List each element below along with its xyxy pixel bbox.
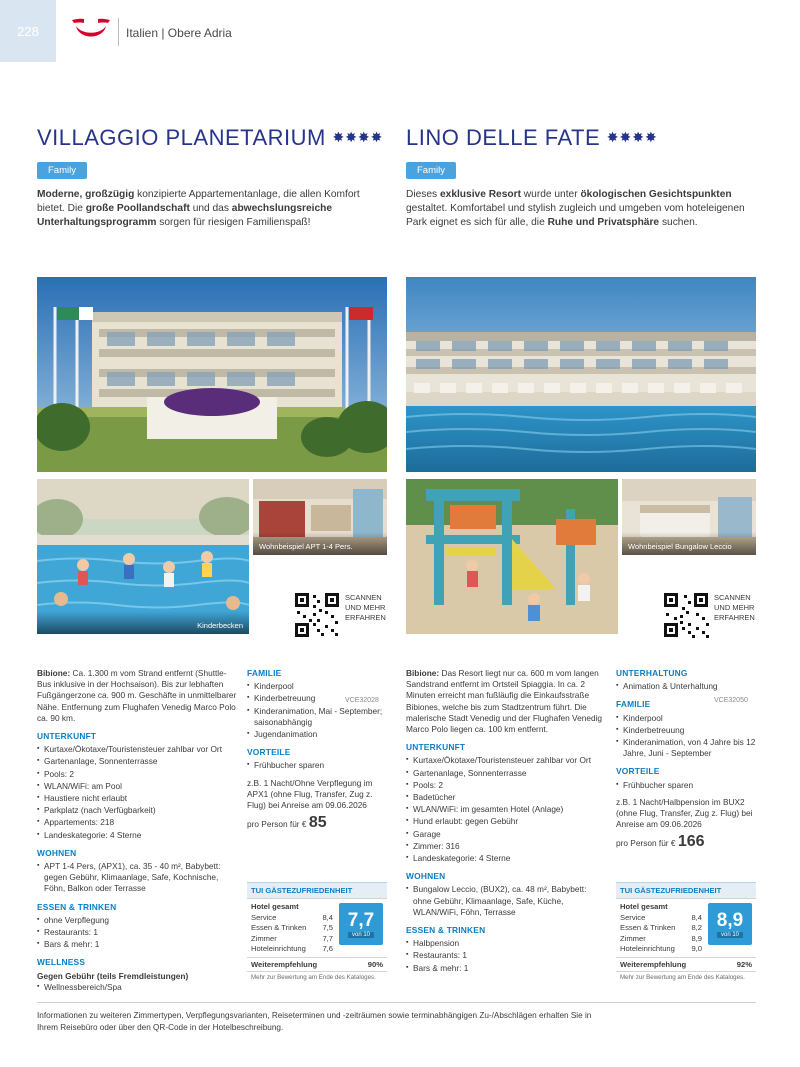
photo-caption-bungalow-right: Wohnbeispiel Bungalow Leccio <box>622 532 756 555</box>
photo-caption-room-left: Wohnbeispiel APT 1-4 Pers. <box>253 532 387 555</box>
list-item: ▪ Landeskategorie: 4 Sterne <box>406 853 606 864</box>
row-value: 8,4 <box>322 912 333 922</box>
list-vorteile-right <box>616 780 756 791</box>
page-header <box>0 0 800 62</box>
qr-code-icon-left[interactable] <box>293 591 341 639</box>
hotel-photo-hero-left <box>37 277 387 472</box>
row-value: 7,6 <box>322 944 333 953</box>
list-item: ▪ Gartenanlage, Sonnenterrasse <box>37 756 237 767</box>
breadcrumb: Italien | Obere Adria <box>126 26 232 40</box>
list-item: ▪ Kurtaxe/Ökotaxe/Touristensteuer zahlbar vor Ort <box>37 744 237 755</box>
table-row <box>620 913 702 924</box>
list-item: ▪ Kinderanimation, von 4 Jahre bis 12 Jahre, Juni - September <box>616 737 756 759</box>
guest-satisfaction-left <box>247 882 387 983</box>
satisfaction-body-right <box>616 898 756 957</box>
score-badge-left <box>339 903 383 945</box>
row-value: 7,7 <box>322 933 333 943</box>
list-item: ▪ Bars & mehr: 1 <box>37 939 237 950</box>
list-item: ▪ Zimmer: 316 <box>406 841 606 852</box>
hotel-description-right: Dieses exklusive Resort wurde unter ökologischen Gesichtspunkten gestaltet. Komfortabel und stylish zugleich und umgeben vom hoteleigenen Park eignet es sich für alle, die Ruhe und Privatsphäre suchen. <box>406 189 745 228</box>
price-prefix-left: pro Person für € <box>247 819 307 830</box>
list-item: ▪ Haustiere nicht erlaubt <box>37 793 237 804</box>
qr-label-left: SCANNEN UND MEHR ERFAHREN <box>345 593 386 622</box>
list-item: ▪ Pools: 2 <box>406 780 606 791</box>
section-heading-familie-left: FAMILIE <box>247 668 282 678</box>
table-row <box>251 934 333 945</box>
list-item: ▪ Bars & mehr: 1 <box>406 963 606 974</box>
list-item: ▪ WLAN/WiFi: am Pool <box>37 781 237 792</box>
satisfaction-footnote-left: Mehr zur Bewertung am Ende des Kataloges. <box>247 971 387 983</box>
hotel-code-right: VCE32050 <box>714 697 748 704</box>
section-heading-essen-right: ESSEN & TRINKEN <box>406 925 486 936</box>
recommendation-value-right: 92% <box>736 959 752 969</box>
hotel-block-left <box>37 125 387 230</box>
list-item: ▪ Gartenanlage, Sonnenterrasse <box>406 768 606 779</box>
row-label: Hotel gesamt <box>620 902 668 911</box>
price-note-left: z.B. 1 Nacht/Ohne Verpflegung im APX1 (ohne Flug, Transfer, Zug z. Flug) bei Anreise am 09.06.2026 <box>247 777 373 811</box>
hotel-code-left: VCE32028 <box>345 697 379 704</box>
list-familie-left <box>247 681 387 740</box>
row-value: 8,9 <box>691 933 702 943</box>
row-label: Hoteleinrichtung <box>251 944 306 953</box>
hotel-photo-bungalow-right <box>622 479 756 555</box>
row-label: Essen & Trinken <box>251 923 307 932</box>
list-item: ▪ Kinderanimation, Mai - September; saisonabhängig <box>247 706 387 728</box>
satisfaction-footnote-right: Mehr zur Bewertung am Ende des Kataloges. <box>616 971 756 983</box>
price-prefix-right: pro Person für € <box>616 838 676 849</box>
status-badge-family-left: Family <box>37 162 87 179</box>
list-item: ▪ Appartements: 218 <box>37 817 237 828</box>
list-familie-right <box>616 713 756 760</box>
list-item: ▪ Bungalow Leccio, (BUX2), ca. 48 m², Babybett: ohne Gebühr, Klimaanlage, Safe, Küche, WLAN/WiFi, Föhn, Terrasse <box>406 884 606 918</box>
section-heading-vorteile-left: VORTEILE <box>247 747 291 758</box>
table-row <box>620 923 702 934</box>
price-value-right: 166 <box>677 833 705 851</box>
table-row <box>251 944 333 955</box>
table-row <box>620 944 702 955</box>
list-item: ▪ Pools: 2 <box>37 769 237 780</box>
price-value-left: 85 <box>308 814 327 832</box>
footer-divider <box>37 1002 756 1003</box>
score-value-right: 8,9 <box>716 909 744 931</box>
hotel-description-left: Moderne, großzügig konzipierte Appartementanlage, die allen Komfort bietet. Die große Poollandschaft und das abwechslungsreiche Unterhaltungsprogramm sorgen für riesigen Familienspaß! <box>37 189 360 228</box>
satisfaction-body-left <box>247 898 387 957</box>
list-wohnen-left <box>37 861 237 895</box>
list-item: ▪ Kinderbetreuung <box>247 693 387 704</box>
row-value: 9,0 <box>691 944 702 953</box>
row-label: Essen & Trinken <box>620 923 676 932</box>
row-label: Hoteleinrichtung <box>620 944 675 953</box>
row-value: 8,4 <box>691 912 702 922</box>
photo-caption-pool-left: Kinderbecken <box>37 611 249 634</box>
hotel-block-right <box>406 125 756 230</box>
list-item: ▪ Parkplatz (nach Verfügbarkeit) <box>37 805 237 816</box>
list-item: ▪ WLAN/WiFi: im gesamten Hotel (Anlage) <box>406 804 606 815</box>
qr-code-icon-right[interactable] <box>662 591 710 639</box>
list-item: ▪ Restaurants: 1 <box>37 927 237 938</box>
section-heading-familie-right: FAMILIE <box>616 699 651 710</box>
wellness-subnote-left: Gegen Gebühr (teils Fremdleistungen) <box>37 970 189 981</box>
row-label: Zimmer <box>251 933 277 943</box>
list-wohnen-right <box>406 884 606 918</box>
score-scale-right: von 10 <box>717 932 743 938</box>
page-title-left <box>37 125 387 151</box>
status-badge-family-right: Family <box>406 162 456 179</box>
table-row <box>251 923 333 934</box>
section-heading-unterhaltung-right: UNTERHALTUNG <box>616 668 688 678</box>
footer-note: Informationen zu weiteren Zimmertypen, Verpflegungsvarianten, Reiseterminen und -zeiträumen sowie terminabhängigen Zu-/Abschlägen erhalten Sie in Ihrem Reisebüro oder über den QR-Code in der Hotelbeschreibung. <box>37 1011 592 1032</box>
info-column-left-a <box>37 668 237 995</box>
list-unterkunft-right <box>406 755 606 864</box>
list-item: ▪ Wellnessbereich/Spa <box>37 982 237 993</box>
price-right <box>616 833 756 851</box>
list-item: ▪ Kurtaxe/Ökotaxe/Touristensteuer zahlbar vor Ort <box>406 755 606 766</box>
section-heading-unterkunft-left: UNTERKUNFT <box>37 731 97 742</box>
table-row <box>620 934 702 945</box>
star-rating-left: ✸✸✸✸ <box>332 129 384 145</box>
row-label: Zimmer <box>620 933 646 943</box>
list-item: ▪ Hund erlaubt: gegen Gebühr <box>406 816 606 827</box>
guest-satisfaction-right <box>616 882 756 983</box>
list-item: ▪ Animation & Unterhaltung <box>616 681 756 692</box>
list-vorteile-left <box>247 760 387 771</box>
list-item: ▪ Restaurants: 1 <box>406 950 606 961</box>
list-item: ▪ Garage <box>406 829 606 840</box>
page-number: 228 <box>0 0 56 62</box>
list-essen-right <box>406 938 606 974</box>
row-label: Hotel gesamt <box>251 902 299 911</box>
price-left <box>247 814 387 832</box>
section-heading-essen-left: ESSEN & TRINKEN <box>37 901 117 912</box>
table-row <box>251 902 333 913</box>
list-item: ▪ APT 1-4 Pers, (APX1), ca. 35 - 40 m², Babybett: gegen Gebühr, Klimaanlage, Safe, Kochnische, Föhn, Balkon oder Terrasse <box>37 861 237 895</box>
recommendation-label-right: Weiterempfehlung <box>620 959 687 969</box>
list-item: ▪ Badetücher <box>406 792 606 803</box>
list-item: ▪ Frühbucher sparen <box>616 780 756 791</box>
score-scale-left: von 10 <box>348 932 374 938</box>
page-title-right <box>406 125 756 151</box>
list-item: ▪ ohne Verpflegung <box>37 915 237 926</box>
info-column-left-b <box>247 668 387 830</box>
recommendation-row-right <box>616 957 756 971</box>
recommendation-value-left: 90% <box>367 959 383 969</box>
row-label: Service <box>251 912 277 922</box>
hotel-photo-room-left <box>253 479 387 555</box>
table-row <box>251 913 333 924</box>
recommendation-label-left: Weiterempfehlung <box>251 959 318 969</box>
satisfaction-title-left: TUI GÄSTEZUFRIEDENHEIT <box>247 882 387 898</box>
tui-smile-logo <box>70 16 112 46</box>
header-divider <box>118 18 119 46</box>
list-unterkunft-left <box>37 744 237 841</box>
hotel-photo-pool-left <box>37 479 249 634</box>
list-item: ▪ Kinderbetreuung <box>616 725 756 736</box>
info-column-right-b <box>616 668 756 849</box>
list-wellness-left <box>37 982 237 993</box>
list-item: ▪ Frühbucher sparen <box>247 760 387 771</box>
hotel-photo-hero-right <box>406 277 756 472</box>
info-column-right-a <box>406 668 606 976</box>
section-heading-wellness-left: WELLNESS <box>37 957 86 968</box>
list-unterhaltung-right <box>616 681 756 692</box>
recommendation-row-left <box>247 957 387 971</box>
satisfaction-title-right: TUI GÄSTEZUFRIEDENHEIT <box>616 882 756 898</box>
list-item: ▪ Kinderpool <box>247 681 387 692</box>
list-item: ▪ Halbpension <box>406 938 606 949</box>
score-badge-right <box>708 903 752 945</box>
hotel-name-left: VILLAGGIO PLANETARIUM <box>37 125 326 150</box>
section-heading-vorteile-right: VORTEILE <box>616 766 660 777</box>
hotel-photo-playground-right <box>406 479 618 634</box>
row-value: 7,5 <box>322 923 333 932</box>
section-heading-wohnen-left: WOHNEN <box>37 847 77 858</box>
list-item: ▪ Kinderpool <box>616 713 756 724</box>
section-heading-unterkunft-right: UNTERKUNFT <box>406 742 466 753</box>
table-row <box>620 902 702 913</box>
row-label: Service <box>620 912 646 922</box>
hotel-name-right: LINO DELLE FATE <box>406 125 601 150</box>
location-lead-left: Bibione: Ca. 1.300 m vom Strand entfernt (Shuttle-Bus inklusive in der Hochsaison). Bis zur lebhaften Fußgängerzone ca. 900 m. Geschäfte in unmittelbarer Nähe. Entfernung zum Flughafen Venedig Marco Polo ca. 90 km. <box>37 668 237 723</box>
list-essen-left <box>37 915 237 951</box>
list-item: ▪ Jugendanimation <box>247 729 387 740</box>
qr-label-right: SCANNEN UND MEHR ERFAHREN <box>714 593 755 622</box>
star-rating-right: ✸✸✸✸ <box>606 129 658 145</box>
row-value: 8,2 <box>691 923 702 932</box>
list-item: ▪ Landeskategorie: 4 Sterne <box>37 830 237 841</box>
score-value-left: 7,7 <box>347 909 375 931</box>
price-note-right: z.B. 1 Nacht/Halbpension im BUX2 (ohne Flug, Transfer, Zug z. Flug) bei Anreise am 09.06.2026 <box>616 796 753 830</box>
section-heading-wohnen-right: WOHNEN <box>406 871 446 882</box>
location-lead-right: Bibione: Das Resort liegt nur ca. 600 m vom langen Sandstrand entfernt im Ortsteil Spiaggia. In ca. 2 Minuten erreicht man fußläufig die Einkaufsstraße Bibiones, welche bis zum Stadtzentrum führt. Die malerische Stadt Venedig und der Flughafen Venedig Marco Polo liegen ca. 100 km entfernt. <box>406 668 603 735</box>
